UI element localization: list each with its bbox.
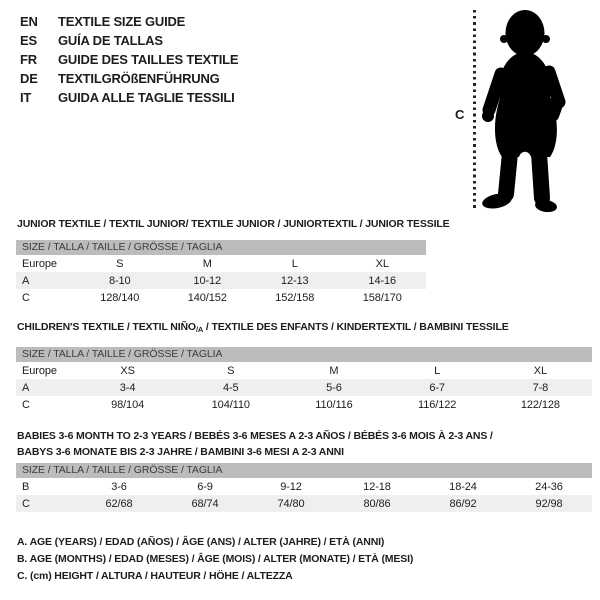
height-cell: 74/80: [277, 497, 305, 510]
height-dotted-line: [473, 10, 476, 208]
legend-line-b: B. AGE (MONTHS) / EDAD (MESES) / ÂGE (MOIS) / ALTER (MONATE) / ETÀ (MESI): [17, 553, 414, 565]
row-label: C: [22, 291, 30, 304]
language-title: GUIDE DES TAILLES TEXTILE: [58, 52, 239, 67]
height-cell: 98/104: [111, 398, 145, 411]
language-title: TEXTILE SIZE GUIDE: [58, 14, 186, 29]
height-cell: 116/122: [418, 398, 457, 411]
language-code: FR: [20, 52, 37, 67]
language-list: [20, 12, 238, 107]
age-cell: 3-4: [119, 381, 136, 394]
language-code: IT: [20, 90, 32, 105]
row-label: Europe: [22, 364, 57, 377]
age-cell: 9-12: [280, 480, 302, 493]
size-cell: XL: [375, 257, 389, 270]
size-cell: S: [227, 364, 235, 377]
row-label: C: [22, 497, 30, 510]
junior-section-title: JUNIOR TEXTILE / TEXTIL JUNIOR/ TEXTILE JUNIOR / JUNIORTEXTIL / JUNIOR TESSILE: [17, 218, 450, 230]
age-cell: 6-7: [429, 381, 445, 394]
age-cell: 24-36: [535, 480, 563, 493]
babies-title-line2: BABYS 3-6 MONATE BIS 2-3 JAHRE / BAMBINI 3-6 MESI A 2-3 ANNI: [17, 446, 344, 458]
table-row: [16, 272, 426, 289]
size-header-bar: SIZE / TALLA / TAILLE / GRÖSSE / TAGLIA: [16, 240, 426, 255]
language-row: [20, 69, 238, 88]
size-cell: XL: [533, 364, 547, 377]
height-cell: 122/128: [520, 398, 560, 411]
age-cell: 5-6: [326, 381, 342, 394]
language-title: TEXTILGRÖßENFÜHRUNG: [58, 71, 220, 86]
row-label: Europe: [22, 257, 57, 270]
size-header-bar: SIZE / TALLA / TAILLE / GRÖSSE / TAGLIA: [16, 463, 592, 478]
language-row: [20, 31, 238, 50]
height-cell: 104/110: [211, 398, 250, 411]
height-cell: 152/158: [275, 291, 315, 304]
age-cell: 14-16: [368, 274, 397, 287]
height-cell: 110/116: [315, 398, 353, 411]
size-header-bar: SIZE / TALLA / TAILLE / GRÖSSE / TAGLIA: [16, 347, 592, 362]
height-cell: 128/140: [100, 291, 140, 304]
size-cell: M: [202, 257, 212, 270]
age-cell: 8-10: [108, 274, 131, 287]
size-cell: L: [291, 257, 298, 270]
junior-size-table: [16, 240, 426, 306]
size-cell: S: [116, 257, 124, 270]
row-label: A: [22, 381, 30, 394]
age-cell: 10-12: [193, 274, 222, 287]
language-title: GUIDA ALLE TAGLIE TESSILI: [58, 90, 235, 105]
row-label: A: [22, 274, 30, 287]
children-title-text: CHILDREN'S TEXTILE / TEXTIL NIÑO: [17, 321, 196, 333]
size-cell: M: [329, 364, 339, 377]
row-label: C: [22, 398, 30, 411]
table-row: [16, 379, 592, 396]
height-cell: 62/68: [105, 497, 133, 510]
children-title-subscript: /A: [195, 325, 204, 334]
table-row: [16, 396, 592, 413]
age-cell: 3-6: [111, 480, 127, 493]
table-row: [16, 362, 592, 379]
height-cell: 92/98: [535, 497, 563, 510]
age-cell: 6-9: [197, 480, 213, 493]
babies-table: [16, 478, 592, 512]
legend-line-c: C. (cm) HEIGHT / ALTURA / HAUTEUR / HÖHE / ALTEZZA: [17, 570, 293, 582]
children-title-text: / TEXTILE DES ENFANTS / KINDERTEXTIL / BAMBINI TESSILE: [203, 321, 509, 333]
children-section-title: [17, 321, 509, 336]
height-cell: 140/152: [187, 291, 227, 304]
language-row: [20, 50, 238, 69]
height-measure-label: C: [455, 107, 465, 122]
age-cell: 7-8: [532, 381, 549, 394]
babies-title-line1: BABIES 3-6 MONTH TO 2-3 YEARS / BEBÉS 3-6 MESES A 2-3 AÑOS / BÉBÉS 3-6 MOIS À 2-3 ANS /: [17, 430, 493, 442]
size-cell: XS: [120, 364, 135, 377]
height-cell: 68/74: [191, 497, 219, 510]
height-cell: 86/92: [449, 497, 477, 510]
language-title: GUÍA DE TALLAS: [58, 33, 163, 48]
height-cell: 80/86: [363, 497, 391, 510]
measurement-legend: [17, 534, 413, 585]
language-code: DE: [20, 71, 38, 86]
children-table: [16, 362, 592, 413]
babies-size-table: [16, 463, 592, 512]
children-size-table: [16, 347, 592, 413]
baby-silhouette-icon: [480, 8, 580, 212]
language-row: [20, 12, 238, 31]
table-row: [16, 255, 426, 272]
age-cell: 18-24: [449, 480, 477, 493]
language-code: ES: [20, 33, 37, 48]
junior-table: [16, 255, 426, 306]
table-row: [16, 289, 426, 306]
language-row: [20, 88, 238, 107]
height-cell: 158/170: [362, 291, 402, 304]
row-label: B: [22, 480, 30, 493]
table-row: [16, 478, 592, 495]
size-cell: L: [434, 364, 441, 377]
age-cell: 4-5: [222, 381, 239, 394]
legend-line-a: A. AGE (YEARS) / EDAD (AÑOS) / ÂGE (ANS) / ALTER (JAHRE) / ETÀ (ANNI): [17, 536, 385, 548]
age-cell: 12-18: [363, 480, 391, 493]
table-row: [16, 495, 592, 512]
babies-section-title: [17, 428, 493, 460]
language-code: EN: [20, 14, 38, 29]
age-cell: 12-13: [280, 274, 309, 287]
